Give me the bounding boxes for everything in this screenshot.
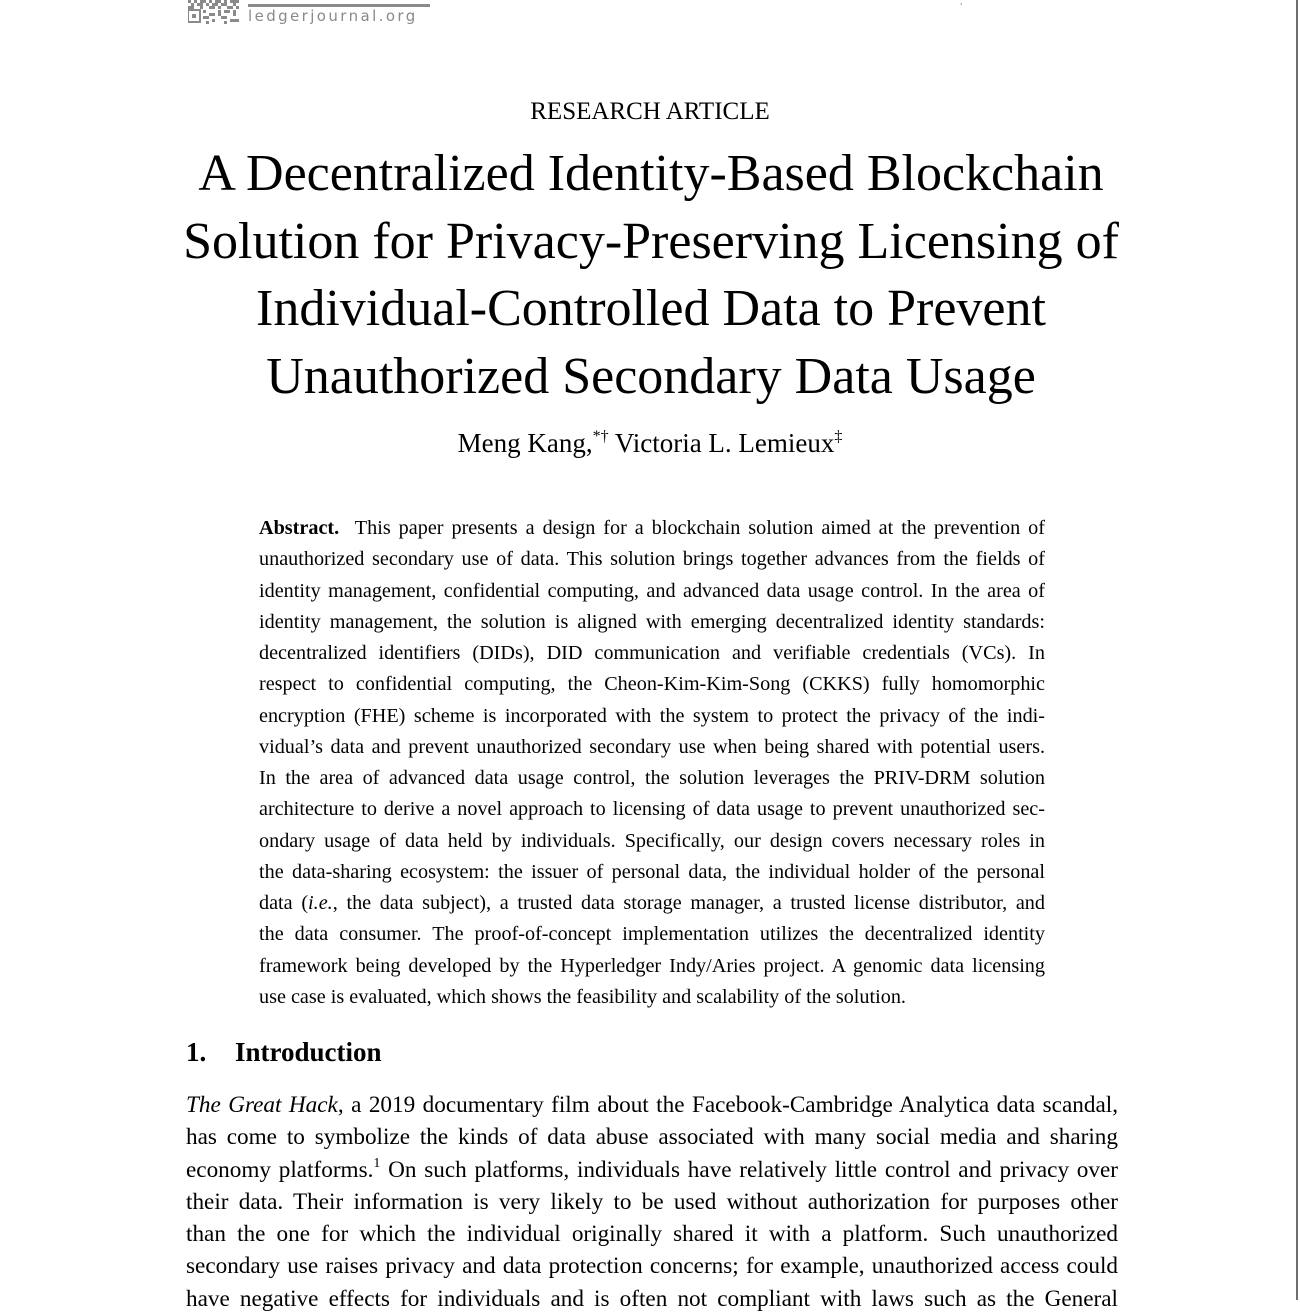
qr-code-icon — [188, 0, 242, 26]
section-title: Introduction — [235, 1037, 382, 1067]
body-text: , a 2019 documentary film about the Facebook-Cambridge Analytica data scandal, — [337, 1092, 1118, 1118]
body-line — [186, 1089, 1118, 1121]
abstract-line: architecture to derive a novel approach to licensing of data usage to prevent unauthorized sec- — [259, 798, 1045, 821]
body-line: than the one for which the individual originally shared it with a platform. Such unauthorized — [186, 1221, 1118, 1248]
abstract-line: respect to confidential computing, the Cheon-Kim-Kim-Song (CKKS) fully homomorphic — [259, 673, 1045, 696]
author-affiliation-marks[interactable]: ‡ — [834, 428, 843, 445]
abstract-line: vidual’s data and prevent unauthorized secondary use when being shared with potential users. — [259, 735, 1045, 758]
footnote-ref[interactable]: 1 — [373, 1155, 381, 1171]
abstract-line — [259, 513, 1045, 544]
body-line: their data. Their information is very likely to be used without authorization for purposes other — [186, 1188, 1118, 1215]
title-line: A Decentralized Identity-Based Blockchain — [198, 145, 1104, 202]
abstract-line: identity management, confidential computing, and advanced data usage control. In the area of — [259, 579, 1045, 602]
abstract-italic-text: i.e. — [308, 892, 333, 914]
body-text: economy platforms. — [186, 1156, 374, 1183]
body-text: On such platforms, individuals have relatively little control and privacy over — [380, 1156, 1118, 1183]
title-line: Solution for Privacy-Preserving Licensing of — [183, 212, 1119, 270]
article-type-label: RESEARCH ARTICLE — [530, 98, 770, 125]
page-edge-border — [1296, 0, 1298, 1300]
body-line: have negative effects for individuals and is often not compliant with laws such as the General — [186, 1285, 1118, 1312]
abstract-line: decentralized identifiers (DIDs), DID communication and verifiable credentials (VCs). In — [259, 642, 1045, 664]
abstract-line: identity management, the solution is aligned with emerging decentralized identity standards: — [259, 610, 1045, 633]
abstract-line: ondary usage of data held by individuals. Specifically, our design covers necessary roles in — [259, 829, 1045, 852]
abstract-label: Abstract. — [259, 517, 340, 539]
abstract-line: the data-sharing ecosystem: the issuer of personal data, the individual holder of the personal — [259, 860, 1045, 883]
title-line: Individual-Controlled Data to Prevent — [256, 280, 1046, 337]
article-title — [150, 140, 1152, 410]
author-list — [0, 428, 1300, 459]
header-mark: , — [960, 0, 963, 7]
abstract-line: unauthorized secondary use of data. This solution brings together advances from the fields of — [259, 548, 1045, 571]
journal-logo[interactable] — [188, 0, 448, 28]
author-name[interactable]: Meng Kang, — [457, 428, 593, 458]
abstract-text: , the data subject), a trusted data storage manager, a trusted license distributor, and — [332, 892, 1045, 914]
abstract-line: use case is evaluated, which shows the feasibility and scalability of the solution. — [259, 985, 906, 1008]
abstract — [259, 513, 1045, 1013]
abstract-line: encryption (FHE) scheme is incorporated with the system to protect the privacy of the indi- — [259, 704, 1045, 727]
body-line: secondary use raises privacy and data protection concerns; for example, unauthorized access could — [186, 1253, 1118, 1280]
body-line — [186, 1154, 1118, 1186]
section-number: 1. — [186, 1037, 207, 1067]
author-affiliation-marks[interactable]: *† — [592, 428, 609, 445]
abstract-line: the data consumer. The proof-of-concept implementation utilizes the decentralized identity — [259, 923, 1045, 946]
abstract-line: In the area of advanced data usage control, the solution leverages the PRIV-DRM solution — [259, 767, 1045, 789]
abstract-line: framework being developed by the Hyperledger Indy/Aries project. A genomic data licensing — [259, 954, 1045, 977]
abstract-text: This paper presents a design for a blockchain solution aimed at the prevention of — [354, 517, 1045, 539]
film-title: The Great Hack — [186, 1092, 338, 1118]
introduction-paragraph — [186, 1089, 1118, 1315]
abstract-text: data ( — [259, 892, 309, 914]
body-line: has come to symbolize the kinds of data abuse associated with many social media and sharing — [186, 1124, 1118, 1151]
journal-url[interactable]: ledgerjournal.org — [248, 7, 418, 25]
title-line: Unauthorized Secondary Data Usage — [266, 347, 1036, 405]
author-name[interactable]: Victoria L. Lemieux — [614, 428, 835, 458]
abstract-line — [259, 888, 1045, 919]
section-heading-introduction — [186, 1037, 382, 1068]
